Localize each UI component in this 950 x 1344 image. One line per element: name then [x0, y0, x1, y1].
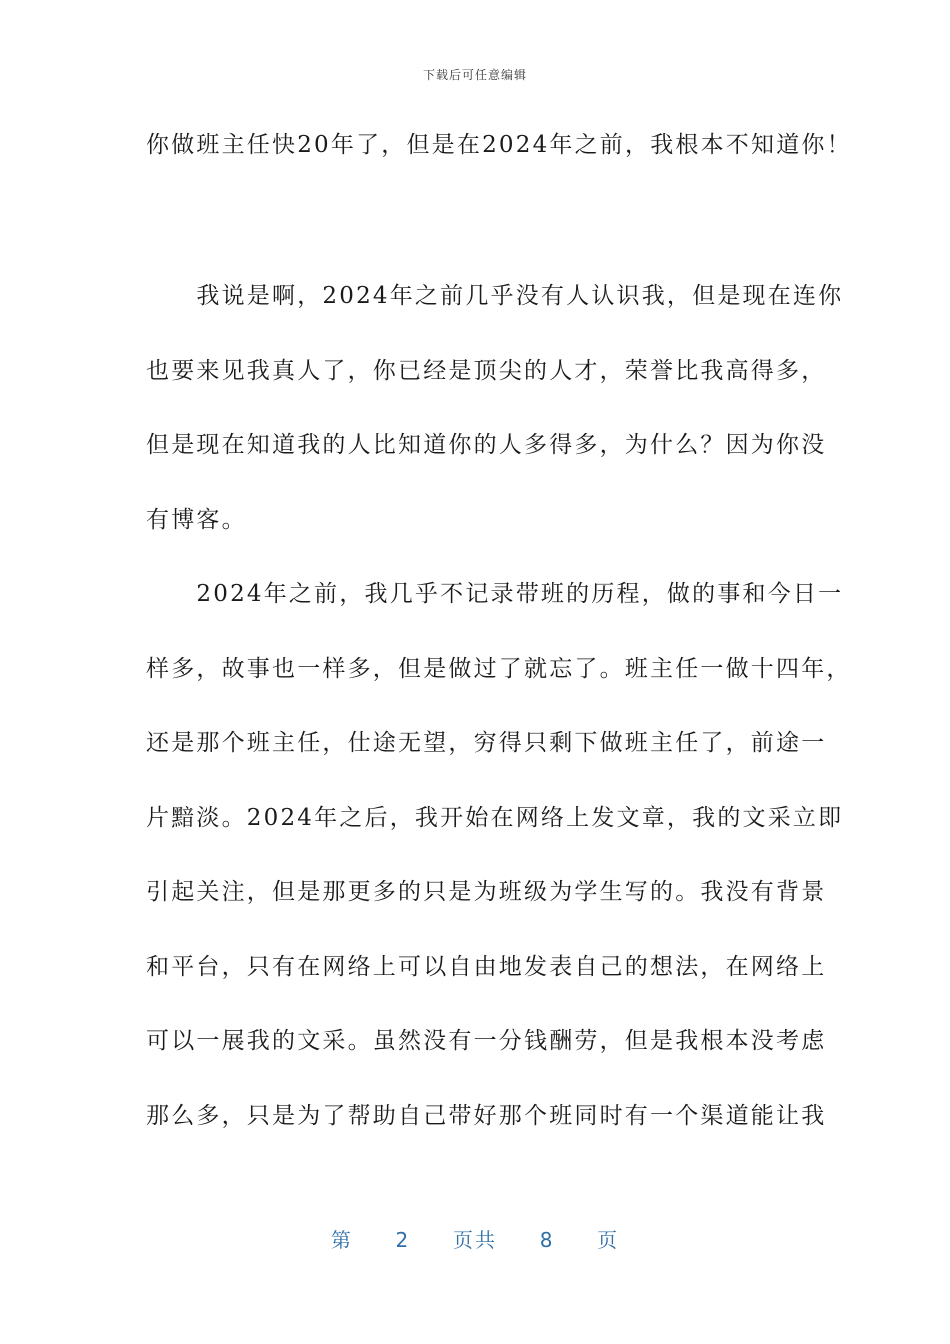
body-line-3: 也要来见我真人了，你已经是顶尖的人才，荣誉比我高得多，	[146, 358, 827, 384]
footer-prefix: 第	[330, 1228, 353, 1252]
body-line-9: 片黯淡。2024年之后，我开始在网络上发文章，我的文采立即	[146, 805, 844, 831]
body-line-1: 你做班主任快20年了，但是在2024年之前，我根本不知道你！	[146, 132, 852, 158]
body-line-12: 可以一展我的文采。虽然没有一分钱酬劳，但是我根本没考虑	[146, 1028, 827, 1054]
body-line-4: 但是现在知道我的人比知道你的人多得多，为什么？因为你没	[146, 432, 827, 458]
body-line-13: 那么多，只是为了帮助自己带好那个班同时有一个渠道能让我	[146, 1103, 827, 1129]
footer-middle: 页共	[453, 1228, 497, 1252]
page-header: 下载后可任意编辑	[422, 68, 527, 82]
body-line-7: 样多，故事也一样多，但是做过了就忘了。班主任一做十四年，	[146, 656, 852, 682]
body-line-5: 有博客。	[146, 507, 247, 533]
body-line-8: 还是那个班主任，仕途无望，穷得只剩下做班主任了，前途一	[146, 730, 827, 756]
footer-suffix: 页	[597, 1228, 620, 1252]
body-line-6: 2024年之前，我几乎不记录带班的历程，做的事和今日一	[146, 581, 844, 607]
footer-current-page: 2	[395, 1228, 411, 1252]
body-line-2: 我说是啊，2024年之前几乎没有人认识我，但是现在连你	[146, 283, 844, 309]
body-line-11: 和平台，只有在网络上可以自由地发表自己的想法，在网络上	[146, 954, 827, 980]
page-footer	[0, 1224, 950, 1253]
body-line-10: 引起关注，但是那更多的只是为班级为学生写的。我没有背景	[146, 879, 827, 905]
footer-total-pages: 8	[539, 1228, 555, 1252]
